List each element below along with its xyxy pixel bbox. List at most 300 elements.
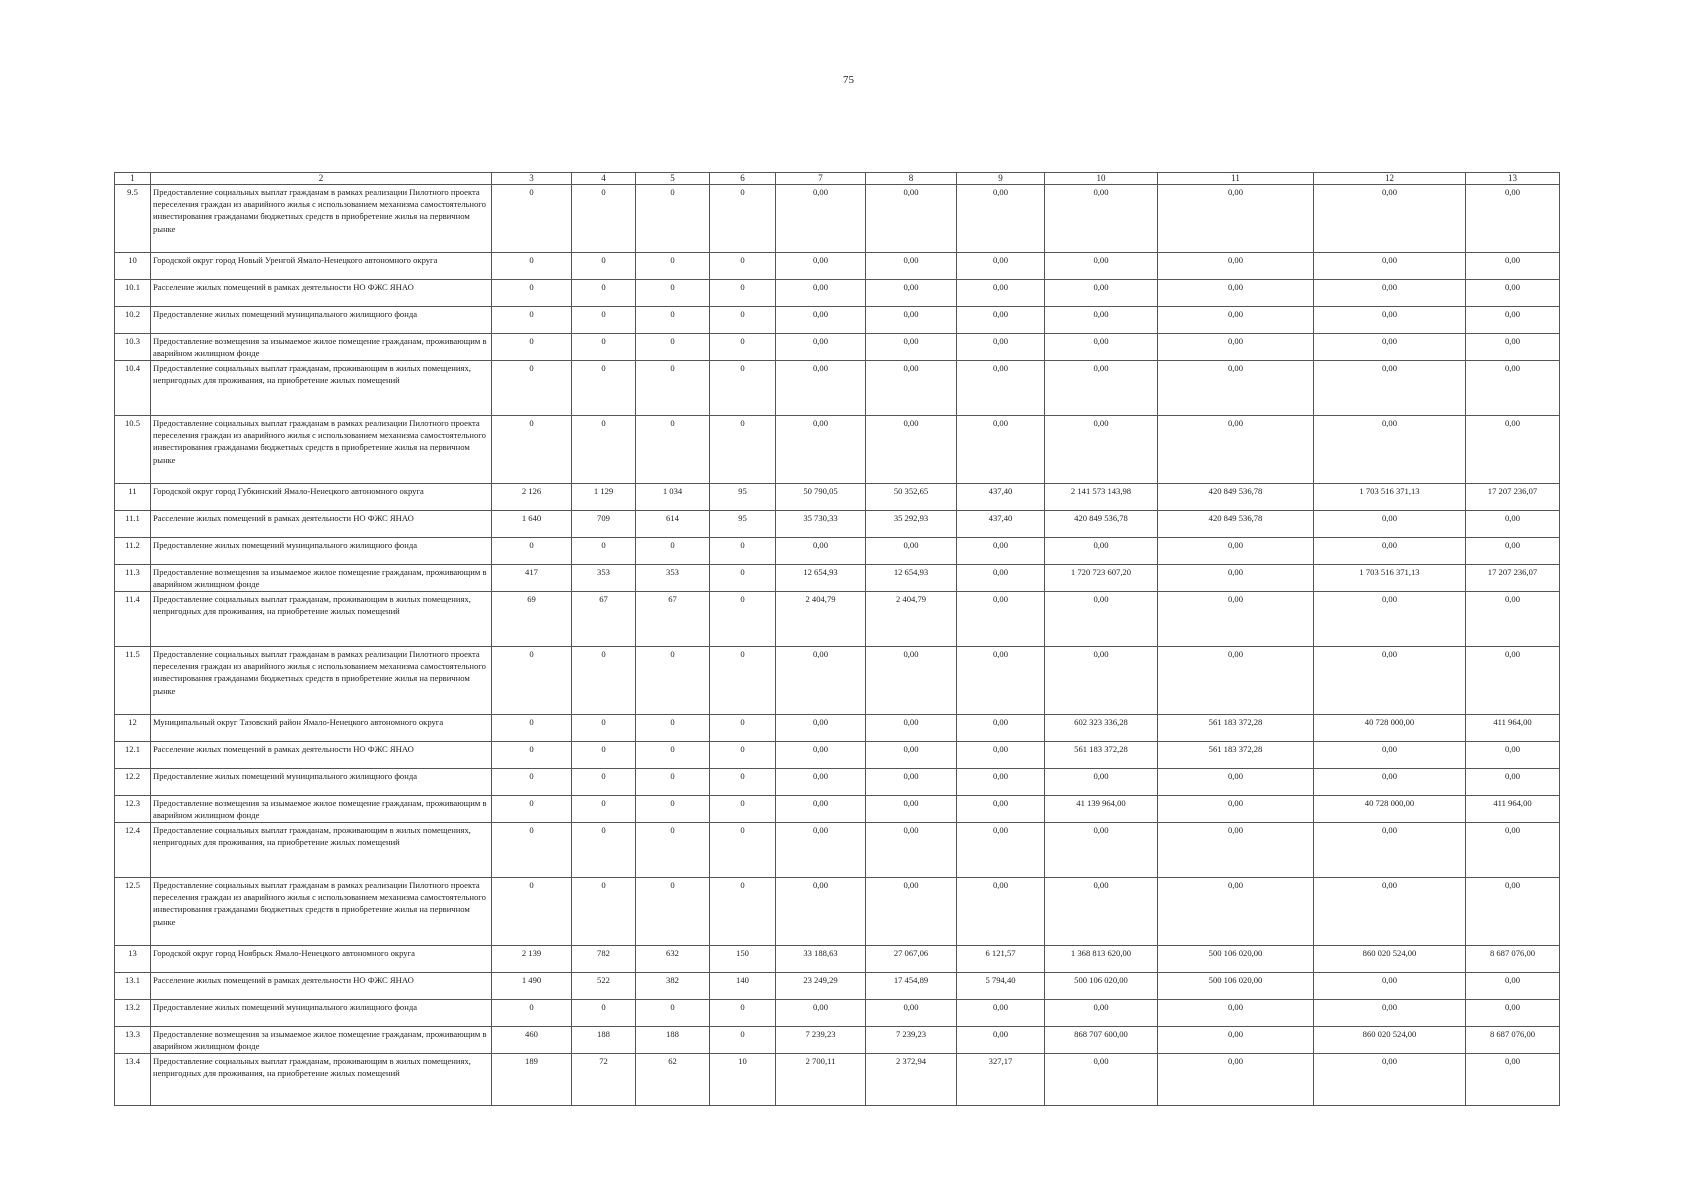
value-cell: 0,00: [776, 1000, 866, 1027]
value-cell: 0,00: [1466, 769, 1560, 796]
row-index-cell: 12: [115, 715, 151, 742]
value-cell: 50 790,05: [776, 484, 866, 511]
value-cell: 0,00: [957, 878, 1045, 946]
value-cell: 0: [492, 823, 572, 878]
value-cell: 8 687 076,00: [1466, 1027, 1560, 1054]
value-cell: 0: [492, 878, 572, 946]
row-index-cell: 13.1: [115, 973, 151, 1000]
value-cell: 2 141 573 143,98: [1045, 484, 1158, 511]
row-name-cell: Предоставление социальных выплат гражданам в рамках реализации Пилотного проекта переселения граждан из аварийного жилья с использованием механизма самостоятельного инвестирования гражданами бюджетных средств в приобретение жилья на первичном рынке: [151, 416, 492, 484]
table-row: [115, 1027, 1560, 1054]
table-row: [115, 1000, 1560, 1027]
value-cell: 0: [710, 742, 776, 769]
value-cell: 0,00: [1158, 280, 1314, 307]
row-name-cell: Предоставление жилых помещений муниципального жилищного фонда: [151, 307, 492, 334]
header-row: [115, 173, 1560, 185]
row-name-cell: Предоставление социальных выплат гражданам в рамках реализации Пилотного проекта переселения граждан из аварийного жилья с использованием механизма самостоятельного инвестирования гражданами бюджетных средств в приобретение жилья на первичном рынке: [151, 878, 492, 946]
value-cell: 189: [492, 1054, 572, 1106]
value-cell: 0: [710, 361, 776, 416]
row-name-cell: Предоставление жилых помещений муниципального жилищного фонда: [151, 1000, 492, 1027]
value-cell: 0,00: [957, 1000, 1045, 1027]
value-cell: 0,00: [957, 796, 1045, 823]
value-cell: 0,00: [957, 565, 1045, 592]
row-index-cell: 10.2: [115, 307, 151, 334]
value-cell: 67: [572, 592, 636, 647]
value-cell: 0: [492, 185, 572, 253]
value-cell: 0,00: [1045, 280, 1158, 307]
value-cell: 0,00: [957, 769, 1045, 796]
value-cell: 0,00: [1158, 361, 1314, 416]
table-row: [115, 946, 1560, 973]
value-cell: 17 207 236,07: [1466, 484, 1560, 511]
value-cell: 0,00: [957, 823, 1045, 878]
table-row: [115, 538, 1560, 565]
value-cell: 500 106 020,00: [1045, 973, 1158, 1000]
value-cell: 0,00: [776, 538, 866, 565]
value-cell: 0,00: [1045, 1054, 1158, 1106]
value-cell: 0,00: [1158, 592, 1314, 647]
value-cell: 0,00: [1314, 307, 1466, 334]
table-row: [115, 334, 1560, 361]
value-cell: 0: [492, 647, 572, 715]
value-cell: 0,00: [1314, 973, 1466, 1000]
value-cell: 0,00: [1158, 334, 1314, 361]
value-cell: 0: [710, 538, 776, 565]
value-cell: 561 183 372,28: [1158, 715, 1314, 742]
value-cell: 0: [572, 715, 636, 742]
value-cell: 10: [710, 1054, 776, 1106]
value-cell: 0,00: [1045, 769, 1158, 796]
value-cell: 41 139 964,00: [1045, 796, 1158, 823]
value-cell: 0,00: [1466, 253, 1560, 280]
value-cell: 67: [636, 592, 710, 647]
value-cell: 2 700,11: [776, 1054, 866, 1106]
value-cell: 0,00: [776, 769, 866, 796]
value-cell: 0: [636, 715, 710, 742]
value-cell: 40 728 000,00: [1314, 796, 1466, 823]
value-cell: 0,00: [1466, 823, 1560, 878]
value-cell: 72: [572, 1054, 636, 1106]
row-index-cell: 11: [115, 484, 151, 511]
value-cell: 0: [636, 742, 710, 769]
table-row: [115, 592, 1560, 647]
table-row: [115, 280, 1560, 307]
row-name-cell: Городской округ город Новый Уренгой Ямало-Ненецкого автономного округа: [151, 253, 492, 280]
value-cell: 0,00: [1158, 1000, 1314, 1027]
value-cell: 8 687 076,00: [1466, 946, 1560, 973]
value-cell: 0: [710, 796, 776, 823]
table-row: [115, 742, 1560, 769]
row-index-cell: 12.2: [115, 769, 151, 796]
value-cell: 0,00: [1158, 878, 1314, 946]
value-cell: 0: [636, 878, 710, 946]
value-cell: 0,00: [957, 538, 1045, 565]
value-cell: 0,00: [866, 307, 957, 334]
value-cell: 0,00: [957, 1027, 1045, 1054]
value-cell: 0,00: [866, 715, 957, 742]
value-cell: 0,00: [957, 361, 1045, 416]
value-cell: 500 106 020,00: [1158, 946, 1314, 973]
value-cell: 0,00: [1466, 538, 1560, 565]
value-cell: 0: [492, 416, 572, 484]
table-row: [115, 307, 1560, 334]
value-cell: 1 129: [572, 484, 636, 511]
value-cell: 0,00: [776, 253, 866, 280]
value-cell: 0,00: [1466, 511, 1560, 538]
value-cell: 0: [636, 361, 710, 416]
column-header: 10: [1045, 173, 1158, 185]
value-cell: 17 454,89: [866, 973, 957, 1000]
row-name-cell: Городской округ город Губкинский Ямало-Ненецкого автономного округа: [151, 484, 492, 511]
value-cell: 95: [710, 511, 776, 538]
value-cell: 0,00: [1466, 878, 1560, 946]
table-row: [115, 565, 1560, 592]
value-cell: 0: [492, 1000, 572, 1027]
value-cell: 6 121,57: [957, 946, 1045, 973]
row-index-cell: 12.1: [115, 742, 151, 769]
value-cell: 0,00: [866, 742, 957, 769]
value-cell: 188: [636, 1027, 710, 1054]
value-cell: 0,00: [1045, 185, 1158, 253]
value-cell: 0: [636, 796, 710, 823]
value-cell: 0: [636, 647, 710, 715]
value-cell: 0: [572, 280, 636, 307]
value-cell: 0: [492, 715, 572, 742]
value-cell: 0,00: [866, 769, 957, 796]
table-row: [115, 1054, 1560, 1106]
value-cell: 0,00: [1045, 592, 1158, 647]
column-header: 5: [636, 173, 710, 185]
value-cell: 0,00: [776, 796, 866, 823]
value-cell: 0: [710, 565, 776, 592]
value-cell: 411 964,00: [1466, 796, 1560, 823]
value-cell: 0,00: [1466, 361, 1560, 416]
value-cell: 420 849 536,78: [1158, 484, 1314, 511]
value-cell: 0,00: [866, 416, 957, 484]
value-cell: 868 707 600,00: [1045, 1027, 1158, 1054]
value-cell: 1 368 813 620,00: [1045, 946, 1158, 973]
value-cell: 0,00: [1045, 878, 1158, 946]
value-cell: 0: [710, 647, 776, 715]
row-index-cell: 10.1: [115, 280, 151, 307]
value-cell: 0: [572, 416, 636, 484]
value-cell: 0,00: [1466, 647, 1560, 715]
value-cell: 0: [636, 769, 710, 796]
value-cell: 27 067,06: [866, 946, 957, 973]
value-cell: 0,00: [1045, 253, 1158, 280]
value-cell: 0,00: [1158, 796, 1314, 823]
value-cell: 1 640: [492, 511, 572, 538]
column-header: 4: [572, 173, 636, 185]
value-cell: 0,00: [866, 538, 957, 565]
value-cell: 2 404,79: [776, 592, 866, 647]
value-cell: 0,00: [1466, 592, 1560, 647]
value-cell: 62: [636, 1054, 710, 1106]
value-cell: 17 207 236,07: [1466, 565, 1560, 592]
row-index-cell: 11.3: [115, 565, 151, 592]
value-cell: 0: [636, 253, 710, 280]
row-name-cell: Предоставление социальных выплат гражданам в рамках реализации Пилотного проекта переселения граждан из аварийного жилья с использованием механизма самостоятельного инвестирования гражданами бюджетных средств в приобретение жилья на первичном рынке: [151, 185, 492, 253]
row-name-cell: Расселение жилых помещений в рамках деятельности НО ФЖС ЯНАО: [151, 280, 492, 307]
row-name-cell: Предоставление социальных выплат гражданам в рамках реализации Пилотного проекта переселения граждан из аварийного жилья с использованием механизма самостоятельного инвестирования гражданами бюджетных средств в приобретение жилья на первичном рынке: [151, 647, 492, 715]
value-cell: 0: [572, 307, 636, 334]
value-cell: 40 728 000,00: [1314, 715, 1466, 742]
value-cell: 0,00: [1314, 361, 1466, 416]
value-cell: 0,00: [957, 416, 1045, 484]
row-name-cell: Предоставление социальных выплат гражданам, проживающим в жилых помещениях, непригодных для проживания, на приобретение жилых помещений: [151, 592, 492, 647]
value-cell: 0: [572, 185, 636, 253]
row-index-cell: 12.4: [115, 823, 151, 878]
value-cell: 0: [492, 307, 572, 334]
value-cell: 0,00: [1045, 361, 1158, 416]
value-cell: 0,00: [1466, 334, 1560, 361]
value-cell: 860 020 524,00: [1314, 1027, 1466, 1054]
value-cell: 0,00: [776, 647, 866, 715]
value-cell: 0,00: [776, 185, 866, 253]
value-cell: 0,00: [1466, 185, 1560, 253]
value-cell: 0: [710, 592, 776, 647]
row-name-cell: Предоставление социальных выплат гражданам, проживающим в жилых помещениях, непригодных для проживания, на приобретение жилых помещений: [151, 1054, 492, 1106]
table-row: [115, 796, 1560, 823]
table-row: [115, 823, 1560, 878]
value-cell: 0: [572, 334, 636, 361]
value-cell: 1 703 516 371,13: [1314, 484, 1466, 511]
column-header: 3: [492, 173, 572, 185]
column-header: 12: [1314, 173, 1466, 185]
row-index-cell: 11.5: [115, 647, 151, 715]
column-header: 6: [710, 173, 776, 185]
column-header: 1: [115, 173, 151, 185]
value-cell: 33 188,63: [776, 946, 866, 973]
value-cell: 0,00: [957, 715, 1045, 742]
value-cell: 0,00: [957, 592, 1045, 647]
column-header: 8: [866, 173, 957, 185]
value-cell: 782: [572, 946, 636, 973]
value-cell: 0,00: [1466, 416, 1560, 484]
value-cell: 0: [710, 185, 776, 253]
value-cell: 1 490: [492, 973, 572, 1000]
column-header: 11: [1158, 173, 1314, 185]
value-cell: 0,00: [1158, 565, 1314, 592]
value-cell: 2 126: [492, 484, 572, 511]
value-cell: 1 703 516 371,13: [1314, 565, 1466, 592]
value-cell: 411 964,00: [1466, 715, 1560, 742]
table-row: [115, 715, 1560, 742]
value-cell: 35 730,33: [776, 511, 866, 538]
column-header: 2: [151, 173, 492, 185]
column-header: 7: [776, 173, 866, 185]
value-cell: 140: [710, 973, 776, 1000]
value-cell: 0,00: [957, 647, 1045, 715]
table-row: [115, 185, 1560, 253]
value-cell: 0,00: [1045, 647, 1158, 715]
value-cell: 0,00: [1158, 253, 1314, 280]
value-cell: 0,00: [1466, 1000, 1560, 1027]
value-cell: 0,00: [1158, 1027, 1314, 1054]
value-cell: 860 020 524,00: [1314, 946, 1466, 973]
value-cell: 0,00: [1314, 647, 1466, 715]
value-cell: 0: [572, 361, 636, 416]
value-cell: 353: [636, 565, 710, 592]
value-cell: 0,00: [866, 796, 957, 823]
value-cell: 0: [572, 647, 636, 715]
value-cell: 50 352,65: [866, 484, 957, 511]
row-name-cell: Муниципальный округ Тазовский район Ямало-Ненецкого автономного округа: [151, 715, 492, 742]
value-cell: 420 849 536,78: [1158, 511, 1314, 538]
value-cell: 0: [492, 796, 572, 823]
value-cell: 0,00: [1314, 742, 1466, 769]
row-name-cell: Предоставление жилых помещений муниципального жилищного фонда: [151, 538, 492, 565]
value-cell: 0: [492, 334, 572, 361]
value-cell: 0,00: [1158, 769, 1314, 796]
value-cell: 0,00: [866, 361, 957, 416]
row-name-cell: Предоставление социальных выплат гражданам, проживающим в жилых помещениях, непригодных для проживания, на приобретение жилых помещений: [151, 361, 492, 416]
table-row: [115, 878, 1560, 946]
value-cell: 0: [636, 334, 710, 361]
value-cell: 500 106 020,00: [1158, 973, 1314, 1000]
value-cell: 1 034: [636, 484, 710, 511]
value-cell: 0: [492, 742, 572, 769]
value-cell: 0,00: [1314, 1054, 1466, 1106]
value-cell: 0: [636, 823, 710, 878]
table-row: [115, 361, 1560, 416]
value-cell: 188: [572, 1027, 636, 1054]
value-cell: 0,00: [776, 280, 866, 307]
value-cell: 0: [636, 538, 710, 565]
table-body: [115, 185, 1560, 1106]
value-cell: 0,00: [1158, 185, 1314, 253]
value-cell: 0: [710, 253, 776, 280]
value-cell: 0,00: [866, 878, 957, 946]
value-cell: 0,00: [1158, 647, 1314, 715]
value-cell: 709: [572, 511, 636, 538]
value-cell: 0: [572, 538, 636, 565]
value-cell: 0,00: [1158, 538, 1314, 565]
value-cell: 0,00: [957, 253, 1045, 280]
value-cell: 0,00: [1466, 280, 1560, 307]
value-cell: 0,00: [1045, 307, 1158, 334]
value-cell: 460: [492, 1027, 572, 1054]
value-cell: 561 183 372,28: [1045, 742, 1158, 769]
value-cell: 0,00: [1158, 1054, 1314, 1106]
row-index-cell: 11.4: [115, 592, 151, 647]
table-row: [115, 484, 1560, 511]
value-cell: 437,40: [957, 484, 1045, 511]
value-cell: 0,00: [1045, 334, 1158, 361]
row-name-cell: Расселение жилых помещений в рамках деятельности НО ФЖС ЯНАО: [151, 742, 492, 769]
value-cell: 0: [636, 1000, 710, 1027]
value-cell: 0: [710, 280, 776, 307]
table-row: [115, 253, 1560, 280]
value-cell: 0,00: [1314, 769, 1466, 796]
value-cell: 420 849 536,78: [1045, 511, 1158, 538]
row-name-cell: Предоставление возмещения за изымаемое жилое помещение гражданам, проживающим в аварийном жилищном фонде: [151, 565, 492, 592]
row-name-cell: Городской округ город Ноябрьск Ямало-Ненецкого автономного округа: [151, 946, 492, 973]
value-cell: 0,00: [776, 361, 866, 416]
row-index-cell: 12.3: [115, 796, 151, 823]
value-cell: 0,00: [776, 878, 866, 946]
value-cell: 0: [710, 416, 776, 484]
row-index-cell: 13.2: [115, 1000, 151, 1027]
value-cell: 0: [636, 307, 710, 334]
value-cell: 95: [710, 484, 776, 511]
value-cell: 0,00: [866, 823, 957, 878]
value-cell: 0,00: [1314, 334, 1466, 361]
value-cell: 561 183 372,28: [1158, 742, 1314, 769]
value-cell: 0,00: [1466, 307, 1560, 334]
value-cell: 0: [572, 769, 636, 796]
value-cell: 0: [636, 280, 710, 307]
row-index-cell: 11.2: [115, 538, 151, 565]
value-cell: 0,00: [776, 334, 866, 361]
value-cell: 0,00: [1466, 742, 1560, 769]
value-cell: 12 654,93: [866, 565, 957, 592]
value-cell: 0: [492, 538, 572, 565]
value-cell: 0: [710, 334, 776, 361]
value-cell: 522: [572, 973, 636, 1000]
value-cell: 23 249,29: [776, 973, 866, 1000]
value-cell: 0,00: [1045, 538, 1158, 565]
value-cell: 0,00: [866, 647, 957, 715]
value-cell: 12 654,93: [776, 565, 866, 592]
row-name-cell: Предоставление возмещения за изымаемое жилое помещение гражданам, проживающим в аварийном жилищном фонде: [151, 334, 492, 361]
value-cell: 0,00: [957, 742, 1045, 769]
value-cell: 0,00: [957, 334, 1045, 361]
value-cell: 0: [492, 361, 572, 416]
value-cell: 0,00: [1045, 823, 1158, 878]
value-cell: 0,00: [866, 185, 957, 253]
row-index-cell: 12.5: [115, 878, 151, 946]
value-cell: 0,00: [866, 1000, 957, 1027]
value-cell: 0: [710, 1027, 776, 1054]
value-cell: 0,00: [1314, 185, 1466, 253]
table-row: [115, 416, 1560, 484]
row-index-cell: 10.4: [115, 361, 151, 416]
value-cell: 2 372,94: [866, 1054, 957, 1106]
table-row: [115, 511, 1560, 538]
column-header: 13: [1466, 173, 1560, 185]
value-cell: 0: [710, 878, 776, 946]
value-cell: 0,00: [1466, 1054, 1560, 1106]
row-name-cell: Предоставление возмещения за изымаемое жилое помещение гражданам, проживающим в аварийном жилищном фонде: [151, 1027, 492, 1054]
row-index-cell: 10.3: [115, 334, 151, 361]
table-row: [115, 769, 1560, 796]
value-cell: 417: [492, 565, 572, 592]
value-cell: 0: [572, 878, 636, 946]
value-cell: 0,00: [1314, 1000, 1466, 1027]
value-cell: 0,00: [776, 307, 866, 334]
value-cell: 0,00: [1314, 511, 1466, 538]
value-cell: 0,00: [1158, 823, 1314, 878]
table-row: [115, 973, 1560, 1000]
value-cell: 0,00: [776, 742, 866, 769]
value-cell: 0,00: [957, 307, 1045, 334]
value-cell: 0,00: [776, 823, 866, 878]
value-cell: 0,00: [776, 416, 866, 484]
value-cell: 614: [636, 511, 710, 538]
value-cell: 0,00: [1045, 416, 1158, 484]
page-number: 75: [843, 74, 854, 86]
row-index-cell: 11.1: [115, 511, 151, 538]
row-name-cell: Предоставление социальных выплат гражданам, проживающим в жилых помещениях, непригодных для проживания, на приобретение жилых помещений: [151, 823, 492, 878]
value-cell: 0,00: [1314, 878, 1466, 946]
value-cell: 0,00: [1314, 253, 1466, 280]
row-name-cell: Расселение жилых помещений в рамках деятельности НО ФЖС ЯНАО: [151, 511, 492, 538]
value-cell: 0: [636, 416, 710, 484]
value-cell: 0,00: [776, 715, 866, 742]
value-cell: 0,00: [1314, 280, 1466, 307]
value-cell: 0: [710, 307, 776, 334]
